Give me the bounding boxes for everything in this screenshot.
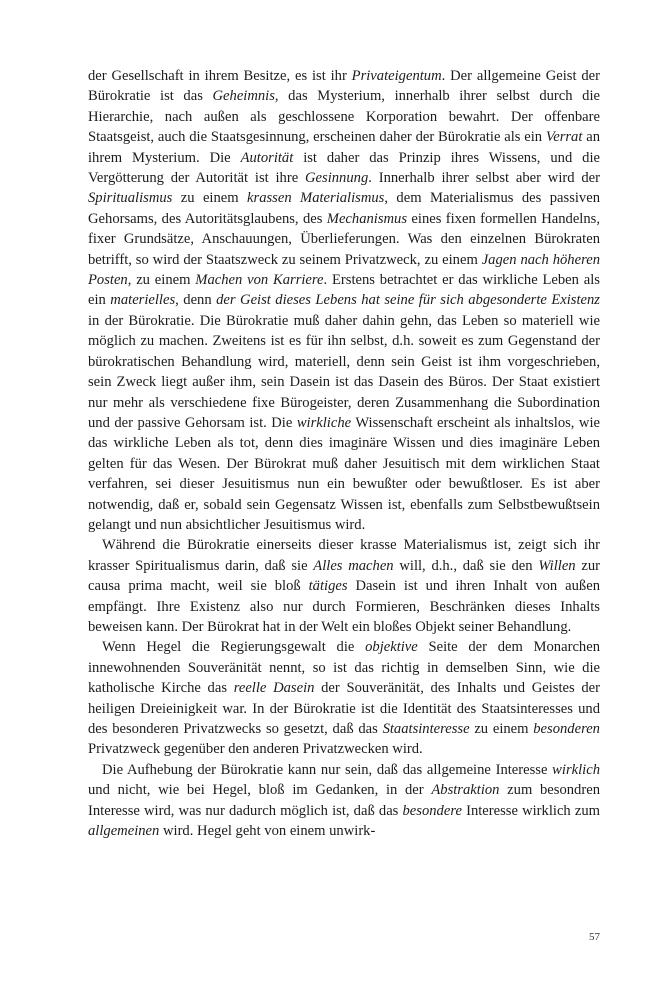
body-text: . Innerhalb ihrer selbst aber wird der [368,170,600,187]
emphasis-text: Autorität [240,149,294,166]
emphasis-text: besondere [402,802,462,819]
emphasis-text: Mechanismus [326,210,408,227]
body-text: der Souveränität, des Inhalts und Geistes der heiligen Dreieinigkeit war. In der Bürokratie ist die Identität des Staatsinteresses und des besonderen Privatzwecks so gesetzt, daß das [88,680,600,737]
paragraph-1 [88,66,600,535]
body-text: Wissenschaft erscheint als inhaltslos, wie das wirkliche Leben als tot, denn dies imaginäre Wissen und dies imaginäre Leben gelten für das Wesen. Der Bürokrat muß daher Jesuitisch mit dem wirklichen Staat verfahren, sei dieser Jesuitismus nun ein bewußter oder bewußtloser. Es ist aber notwendig, daß er, sobald sein Gegensatz Wissen ist, ebenfalls zum Selbstbewußtsein gelangt und nun absichtlicher Jesuitismus wird. [88,414,600,533]
body-text: , zu einem [127,272,196,289]
emphasis-text: Machen von Karriere [195,272,324,289]
body-text: will, d.h., daß sie den [393,557,539,574]
body-text: Dasein ist und ihren Inhalt von außen empfängt. Ihre Existenz also nur durch Formieren, Beschränken dieses Inhalts beweisen kann. Der Bürokrat hat in der Welt ein bloßes Objekt seiner Behandlung. [88,578,600,635]
body-text: , das Mysterium, innerhalb ihrer selbst durch die Hierarchie, nach außen als geschlossene Korporation bewahrt. Der offenbare Staatsgeist, auch die Staatsgesinnung, erscheinen daher der Bürokratie als ein [88,88,600,146]
emphasis-text: Abstraktion [431,782,500,799]
body-text: Die Aufhebung der Bürokratie kann nur sein, daß das allgemeine Interesse [102,761,553,778]
emphasis-text: Willen [538,557,576,574]
emphasis-text: Staatsinteresse [382,721,470,737]
body-text: ist daher das Prinzip ihres Wissens, und die Vergötterung der Autorität ist ihre [88,149,600,187]
page-number: 57 [589,931,600,943]
paragraph-3 [88,637,600,759]
page-body [88,66,600,841]
body-text: zu einem [172,190,248,207]
emphasis-text: materielles [110,292,176,309]
body-text: Wenn Hegel die Regierungsgewalt die [102,639,366,656]
emphasis-text: allgemeinen [88,823,160,840]
emphasis-text: tätiges [308,578,348,595]
body-text: Während die Bürokratie einerseits dieser krasse Materialismus ist, zeigt sich ihr krasser Spiritualismus darin, daß sie [88,537,600,574]
body-text: , denn [175,292,217,309]
body-text: Interesse wirklich zum [461,802,600,819]
emphasis-text: objektive [365,639,418,656]
body-text: zum besondren Interesse wird, was nur dadurch möglich ist, daß das [88,782,600,819]
paragraph-4 [88,760,600,842]
body-text: an ihrem Mysterium. Die [88,129,600,166]
emphasis-text: besonderen [533,721,600,737]
emphasis-text: Gesinnung [305,170,369,187]
body-text: . Erstens betrachtet er das wirkliche Leben als ein [88,272,600,309]
emphasis-text: Jagen nach höheren Posten [88,251,600,289]
emphasis-text: Spiritualismus [88,190,173,207]
body-text: wird. Hegel geht von einem unwirk- [159,823,376,840]
body-text: der Gesellschaft in ihrem Besitze, es ist ihr [88,68,352,84]
emphasis-text: wirkliche [296,414,352,431]
emphasis-text: der Geist dieses Lebens hat seine für sich abgesonderte Existenz [216,292,600,309]
body-text: in der Bürokratie. Die Bürokratie muß daher dahin gehn, das Leben so materiell wie möglich zu machen. Zweitens ist es für ihn selbst, d.h. soweit es zum Gegenstand der bürokratischen Behandlung wird, materiell, denn sein Geist ist ihm vorgeschrieben, sein Zweck liegt außer ihm, sein Dasein ist das Dasein des Büros. Der Staat existiert nur mehr als verschiedene fixe Bürogeister, deren Zusammenhang die Subordination und der passive Gehorsam ist. Die [88,312,600,431]
emphasis-text: wirklich [552,761,600,778]
emphasis-text: reelle Dasein [233,680,315,697]
body-text: , dem Materialismus des passiven Gehorsams, des Autoritätsglaubens, des [88,190,600,227]
body-text: . Der allgemeine Geist der Bürokratie ist das [88,68,600,105]
emphasis-text: krassen Materialismus [247,190,385,207]
emphasis-text: Geheimnis [212,88,275,105]
emphasis-text: Privateigentum [351,68,442,84]
body-text: Seite der dem Monarchen innewohnenden Souveränität nennt, so ist das richtig in demselben Sinn, wie die katholische Kirche das [88,639,600,697]
emphasis-text: Verrat [545,129,583,146]
body-text: zur causa prima macht, weil sie bloß [88,557,600,595]
body-text: und nicht, wie bei Hegel, bloß im Gedanken, in der [88,782,432,799]
emphasis-text: Alles machen [313,557,394,574]
body-text: Privatzweck gegenüber den anderen Privatzwecken wird. [88,741,423,758]
body-text: zu einem [469,721,534,737]
paragraph-2 [88,535,600,637]
body-text: eines fixen formellen Handelns, fixer Grundsätze, Anschauungen, Überlieferungen. Was den einzelnen Bürokraten betrifft, so wird der Staatszweck zu seinem Privatzweck, zu einem [88,210,600,268]
